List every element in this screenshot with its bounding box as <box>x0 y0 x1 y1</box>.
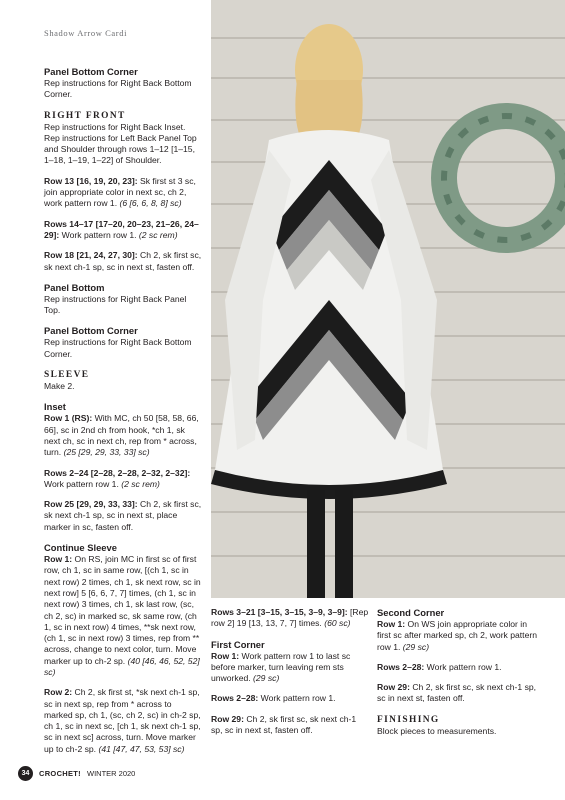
instruction-section <box>211 693 369 704</box>
row-text: Ch 2, sk first st, *sk next ch-1 sp, sc in next sp, rep from * across to marked sp, ch 1, (sc, ch 2, sc) in ch-2 sp, ch 1, sc in next sc, [ch 1, sk next ch-1 sp, sc in next sc] across, turn. Move marker up to ch-2 sp. <box>44 687 201 754</box>
instruction-text: Block pieces to measurements. <box>377 725 497 736</box>
instruction-text: Rep instructions for Right Back Bottom Corner. <box>44 337 192 359</box>
instruction-section <box>377 662 537 673</box>
row-text: Ch 2, sk first sc, sk next ch-1 sp, sc in next st, fasten off. <box>377 682 537 704</box>
row-text: Sk first st 3 sc, join appropriate color in next sc, ch 2, work pattern row 1. <box>44 175 196 209</box>
row-instruction <box>44 468 202 491</box>
row-instruction <box>377 682 537 705</box>
row-instruction <box>211 607 369 630</box>
row-text: Work pattern row 1. <box>258 693 336 704</box>
row-instruction <box>211 693 369 704</box>
row-instruction <box>44 176 202 210</box>
stitch-count: (2 sc rem) <box>118 478 160 489</box>
row-text: Ch 2, sk first sc, sk next ch-1 sp, sc in next st, fasten off. <box>44 250 202 272</box>
row-text: [Rep row 2] 19 [13, 13, 7, 7] times. <box>211 607 369 629</box>
stitch-count: (40 [46, 46, 52, 52] sc) <box>44 655 200 677</box>
page-footer <box>18 766 135 781</box>
page-number: 34 <box>18 766 33 781</box>
row-text: Ch 2, sk first sc, sk next ch-1 sp, sc in next st, place marker in sc, fasten off. <box>44 499 202 532</box>
instruction-section <box>211 639 369 685</box>
section-heading-caps: FINISHING <box>377 714 440 725</box>
row-label: Row 29: <box>377 682 410 693</box>
row-instruction <box>44 250 202 273</box>
instruction-section <box>44 250 202 273</box>
row-label: Row 25 [29, 29, 33, 33]: <box>44 499 138 510</box>
section-heading-caps: RIGHT FRONT <box>44 110 126 121</box>
instruction-text: Rep instructions for Right Back Inset. Rep instructions for Left Back Panel Top and Shoulder through rows 1–12 [1–15, 1–18, 1–19, 1–22] of Shoulder. <box>44 121 197 166</box>
instruction-section <box>44 542 202 678</box>
row-instruction <box>44 554 202 678</box>
row-text: Work pattern row 1. <box>424 661 502 672</box>
running-title: Shadow Arrow Cardi <box>44 28 128 38</box>
instruction-text: Rep instructions for Right Back Panel Top. <box>44 293 187 316</box>
row-label: Row 1: <box>377 619 406 629</box>
row-label: Row 13 [16, 19, 20, 23]: <box>44 175 138 186</box>
row-text: With MC, ch 50 [58, 58, 66, 66], sc in 2nd ch from hook, *ch 1, sk next ch, sc in next ch, rep from * across, turn. <box>44 413 199 458</box>
section-heading-caps: SLEEVE <box>44 370 90 381</box>
row-label: Row 1 (RS): <box>44 413 93 424</box>
row-instruction <box>211 714 369 737</box>
row-text: Work pattern row 1. <box>59 229 137 240</box>
section-heading: Continue Sleeve <box>44 542 117 554</box>
row-text: Ch 2, sk first sc, sk next ch-1 sp, sc in next st, fasten off. <box>211 713 357 736</box>
section-heading: Second Corner <box>377 607 445 618</box>
row-text: Work pattern row 1. <box>44 478 119 489</box>
row-label: Rows 2–28: <box>211 693 259 704</box>
right-column <box>377 607 537 746</box>
row-label: Row 1: <box>44 554 73 565</box>
row-instruction <box>44 219 202 242</box>
stitch-count: (2 sc rem) <box>136 229 178 240</box>
instruction-section <box>44 219 202 242</box>
stitch-count: (60 sc) <box>321 618 351 629</box>
row-label: Row 18 [21, 24, 27, 30]: <box>44 250 138 261</box>
row-instruction <box>44 499 202 533</box>
row-text: On RS, join MC in first sc of first row, ch 1, sc in same row, [(ch 1, sc in next row) 2 times, ch 1, sk next row, sc in next row] 5 [6, 6, 7, 7] times, (ch 1, sc in next row) 3 times, ch 1, sk last row, (sc, ch 2, sc) in marked sc, sk same row, (ch 1, sc in next row) 4 times, **sk next row, (ch 1, sc in next row) 3 times, rep from ** across, change to next color, turn. Move marker up to ch-2 sp. <box>44 554 201 666</box>
middle-column <box>211 607 369 745</box>
magazine-name: CROCHET! <box>39 769 81 778</box>
instruction-section <box>44 66 202 101</box>
stitch-count: (29 sc) <box>400 641 430 652</box>
row-label: Row 29: <box>211 713 244 724</box>
instruction-section <box>44 282 202 317</box>
row-label: Rows 14–17 [17–20, 20–23, 21–26, 24–29]: <box>44 218 199 240</box>
instruction-section <box>44 499 202 533</box>
instruction-section <box>44 687 202 755</box>
instruction-section <box>377 682 537 705</box>
instruction-text: Make 2. <box>44 381 75 392</box>
instruction-section <box>377 714 537 737</box>
instruction-section <box>211 607 369 630</box>
row-instruction <box>211 651 369 685</box>
row-instruction <box>44 687 202 755</box>
row-instruction <box>377 619 537 653</box>
stitch-count: (6 [6, 6, 8, 8] sc) <box>117 198 182 209</box>
row-label: Rows 3–21 [3–15, 3–15, 3–9, 3–9]: <box>211 607 348 617</box>
row-label: Row 2: <box>44 687 73 698</box>
instruction-section <box>44 325 202 360</box>
instruction-section <box>44 110 202 167</box>
stitch-count: (25 [29, 29, 33, 33] sc) <box>61 447 150 458</box>
left-column <box>44 66 202 764</box>
section-heading: Panel Bottom <box>44 281 105 293</box>
row-instruction <box>44 413 202 458</box>
section-heading: Panel Bottom Corner <box>44 325 138 337</box>
section-heading: Panel Bottom Corner <box>44 66 138 77</box>
row-label: Row 1: <box>211 650 240 661</box>
stitch-count: (41 [47, 47, 53, 53] sc) <box>96 743 185 754</box>
stitch-count: (29 sc) <box>250 673 280 684</box>
instruction-text: Rep instructions for Right Back Bottom Corner. <box>44 78 192 100</box>
instruction-section <box>44 176 202 210</box>
row-label: Rows 2–28: <box>377 661 425 672</box>
row-instruction <box>377 662 537 673</box>
instruction-section <box>44 369 202 392</box>
instruction-section <box>377 607 537 653</box>
section-heading: First Corner <box>211 638 265 650</box>
instruction-section <box>211 714 369 737</box>
row-text: On WS join appropriate color in first sc after marked sp, ch 2, work pattern row 1. <box>377 619 537 652</box>
instruction-section <box>44 401 202 458</box>
row-label: Rows 2–24 [2–28, 2–28, 2–32, 2–32]: <box>44 467 191 478</box>
cardigan-photo <box>211 0 565 598</box>
issue-date: WINTER 2020 <box>86 769 136 778</box>
instruction-section <box>44 468 202 491</box>
section-heading: Inset <box>44 401 66 413</box>
row-text: Work pattern row 1 to last sc before marker, turn leaving rem sts unworked. <box>211 650 351 684</box>
